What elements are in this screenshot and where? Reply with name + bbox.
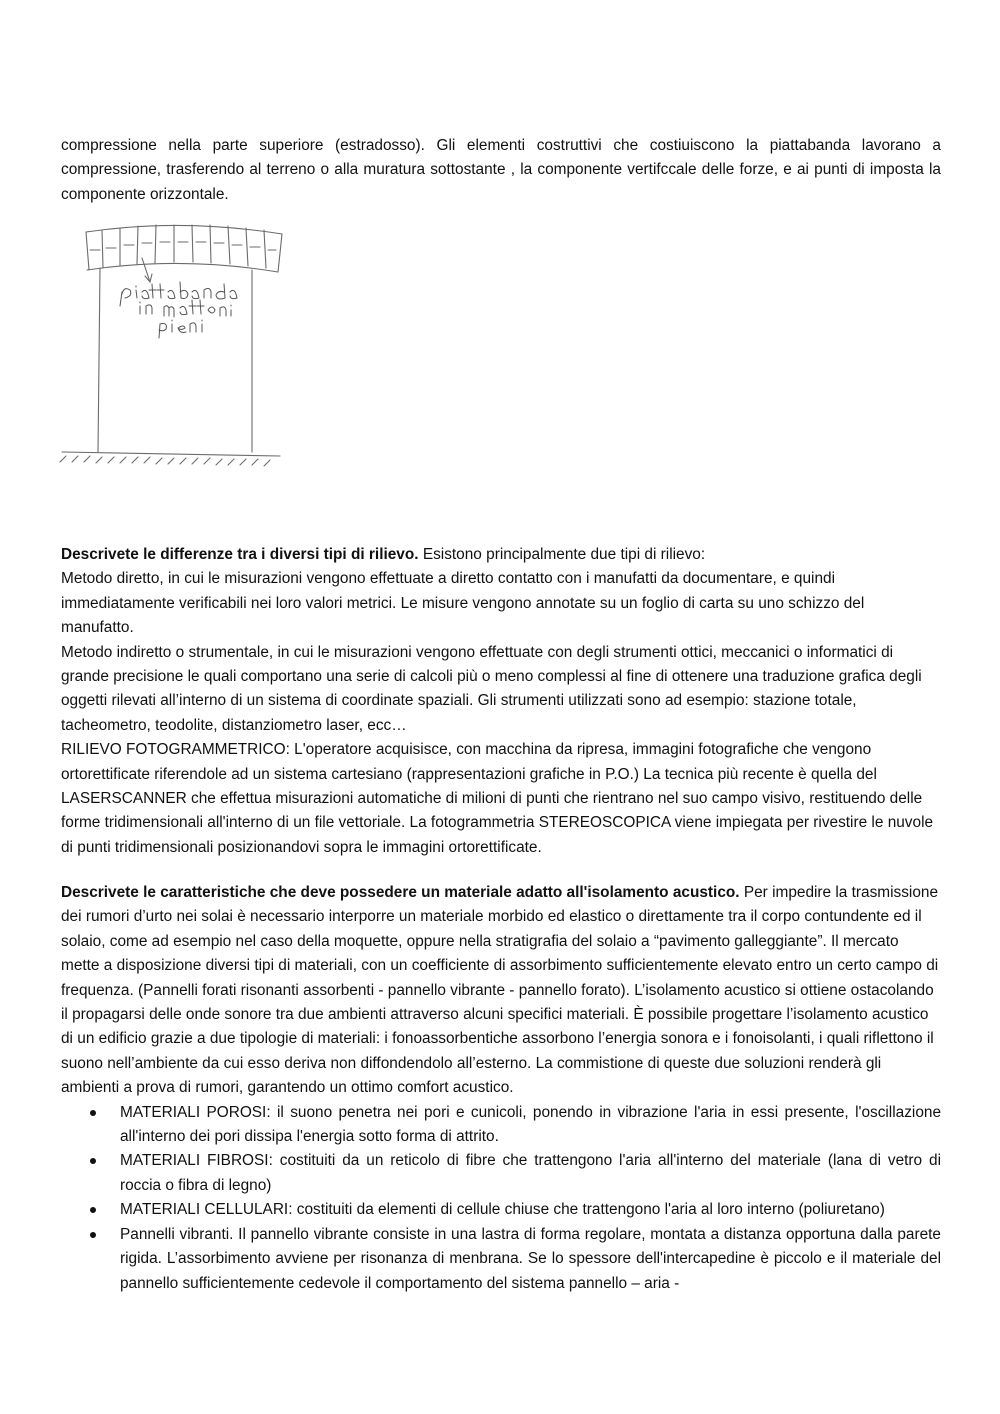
rilievo-lead: Esistono principalmente due tipi di rilievo: bbox=[418, 546, 706, 563]
piattabanda-sketch bbox=[56, 220, 286, 470]
metodo-indiretto-paragraph: Metodo indiretto o strumentale, in cui le misurazioni vengono effettuate con degli strumenti ottici, meccanici o informatici di grande precisione le quali comportano una serie di calcoli più o meno complessi al fine di ottenere una traduzione grafica degli oggetti rilevati all’interno di un sistema di coordinate spaziali. Gli strumenti utilizzati sono ad esempio: stazione totale, tacheometro, teodolite, distanziometro laser, ecc… bbox=[61, 643, 922, 734]
left-wall-line bbox=[98, 268, 100, 452]
bullet-icon bbox=[90, 1158, 96, 1164]
section-rilievo bbox=[61, 543, 941, 860]
acustica-heading: Descrivete le caratteristiche che deve possedere un materiale adatto all'isolamento acustico. bbox=[61, 884, 740, 901]
intro-paragraph-block bbox=[61, 134, 941, 207]
label-arrow bbox=[142, 258, 150, 282]
list-item: MATERIALI POROSI: il suono penetra nei pori e cunicoli, ponendo in vibrazione l'aria in essi presente, l'oscillazione all'interno dei pori dissipa l'energia sotto forma di attrito. bbox=[61, 1101, 941, 1150]
rilievo-heading: Descrivete le differenze tra i diversi tipi di rilievo. bbox=[61, 546, 419, 563]
list-item: MATERIALI CELLULARI: costituiti da elementi di cellule chiuse che trattengono l'aria al loro interno (poliuretano) bbox=[61, 1198, 941, 1222]
bullet-icon bbox=[90, 1110, 96, 1116]
bullet-icon bbox=[90, 1232, 96, 1238]
rilievo-fotogrammetrico-paragraph: RILIEVO FOTOGRAMMETRICO: L'operatore acquisisce, con macchina da ripresa, immagini fotografiche che vengono ortorettificate riferendole ad un sistema cartesiano (rappresentazioni grafiche in P.O.) La tecnica più recente è quella del LASERSCANNER che effettua misurazioni automatiche di milioni di punti che rientrano nel suo campo visivo, restituendo delle forme tridimensionali all'interno di un file vettoriale. La fotogrammetria STEREOSCOPICA viene impiegata per rivestire le nuvole di punti tridimensionali posizionandovi sopra le immagini ortorettificate. bbox=[61, 741, 934, 856]
arch-extrados-line bbox=[86, 225, 282, 234]
handwritten-label-image bbox=[120, 282, 237, 338]
materials-list bbox=[61, 1101, 941, 1296]
arch-intrados-line bbox=[87, 263, 278, 272]
bullet-icon bbox=[90, 1207, 96, 1213]
intro-paragraph: compressione nella parte superiore (estradosso). Gli elementi costruttivi che costiuiscono la piattabanda lavorano a compressione, trasferendo al terreno o alla muratura sottostante , la componente vertifccale delle forze, e ai punti di imposta la componente orizzontale. bbox=[61, 137, 941, 203]
list-item: Pannelli vibranti. Il pannello vibrante consiste in una lastra di forma regolare, montata a distanza opportuna dalla parete rigida. L’assorbimento avviene per risonanza di menbrana. Se lo spessore dell'intercapedine è piccolo e il materiale del pannello sufficientemente cedevole il comportamento del sistema pannello – aria - bbox=[61, 1223, 941, 1296]
rilievo-intro-paragraph bbox=[61, 543, 941, 567]
acustica-body: Per impedire la trasmissione dei rumori d’urto nei solai è necessario interporre un materiale morbido ed elastico o direttamente tra il corpo contundente ed il solaio, come ad esempio nel caso della moquette, oppure nella stratigrafia del solaio a “pavimento galleggiante”. Il mercato mette a disposizione diversi tipi di materiali, con un coefficiente di assorbimento sufficientemente elevato entro un certo campo di frequenza. (Pannelli forati risonanti assorbenti - pannello vibrante - pannello forato). L’isolamento acustico si ottiene ostacolando il propagarsi delle onde sonore tra due ambienti attraverso alcuni specifici materiali. È possibile progettare l’isolamento acustico di un edificio grazie a due tipologie di materiali: i fonoassorbentiche assorbono l’energia sonora e i fonoisolanti, i quali riflettono il suono nell’ambiente da cui esso deriva non diffondendolo all’esterno. La commistione di queste due soluzioni renderà gli ambienti a prova di rumori, garantendo un ottimo comfort acustico. bbox=[61, 884, 939, 1097]
metodo-diretto-paragraph: Metodo diretto, in cui le misurazioni vengono effettuate a diretto contatto con i manufatti da documentare, e quindi immediatamente verificabili nei loro valori metrici. Le misure vengono annotate su un foglio di carta su uno schizzo del manufatto. bbox=[61, 570, 865, 637]
section-acustica bbox=[61, 881, 941, 1296]
ground-line bbox=[62, 452, 280, 456]
acustica-paragraph bbox=[61, 881, 941, 1101]
list-item: MATERIALI FIBROSI: costituiti da un reticolo di fibre che trattengono l'aria all'interno del materiale (lana di vetro di roccia o fibra di legno) bbox=[61, 1149, 941, 1198]
